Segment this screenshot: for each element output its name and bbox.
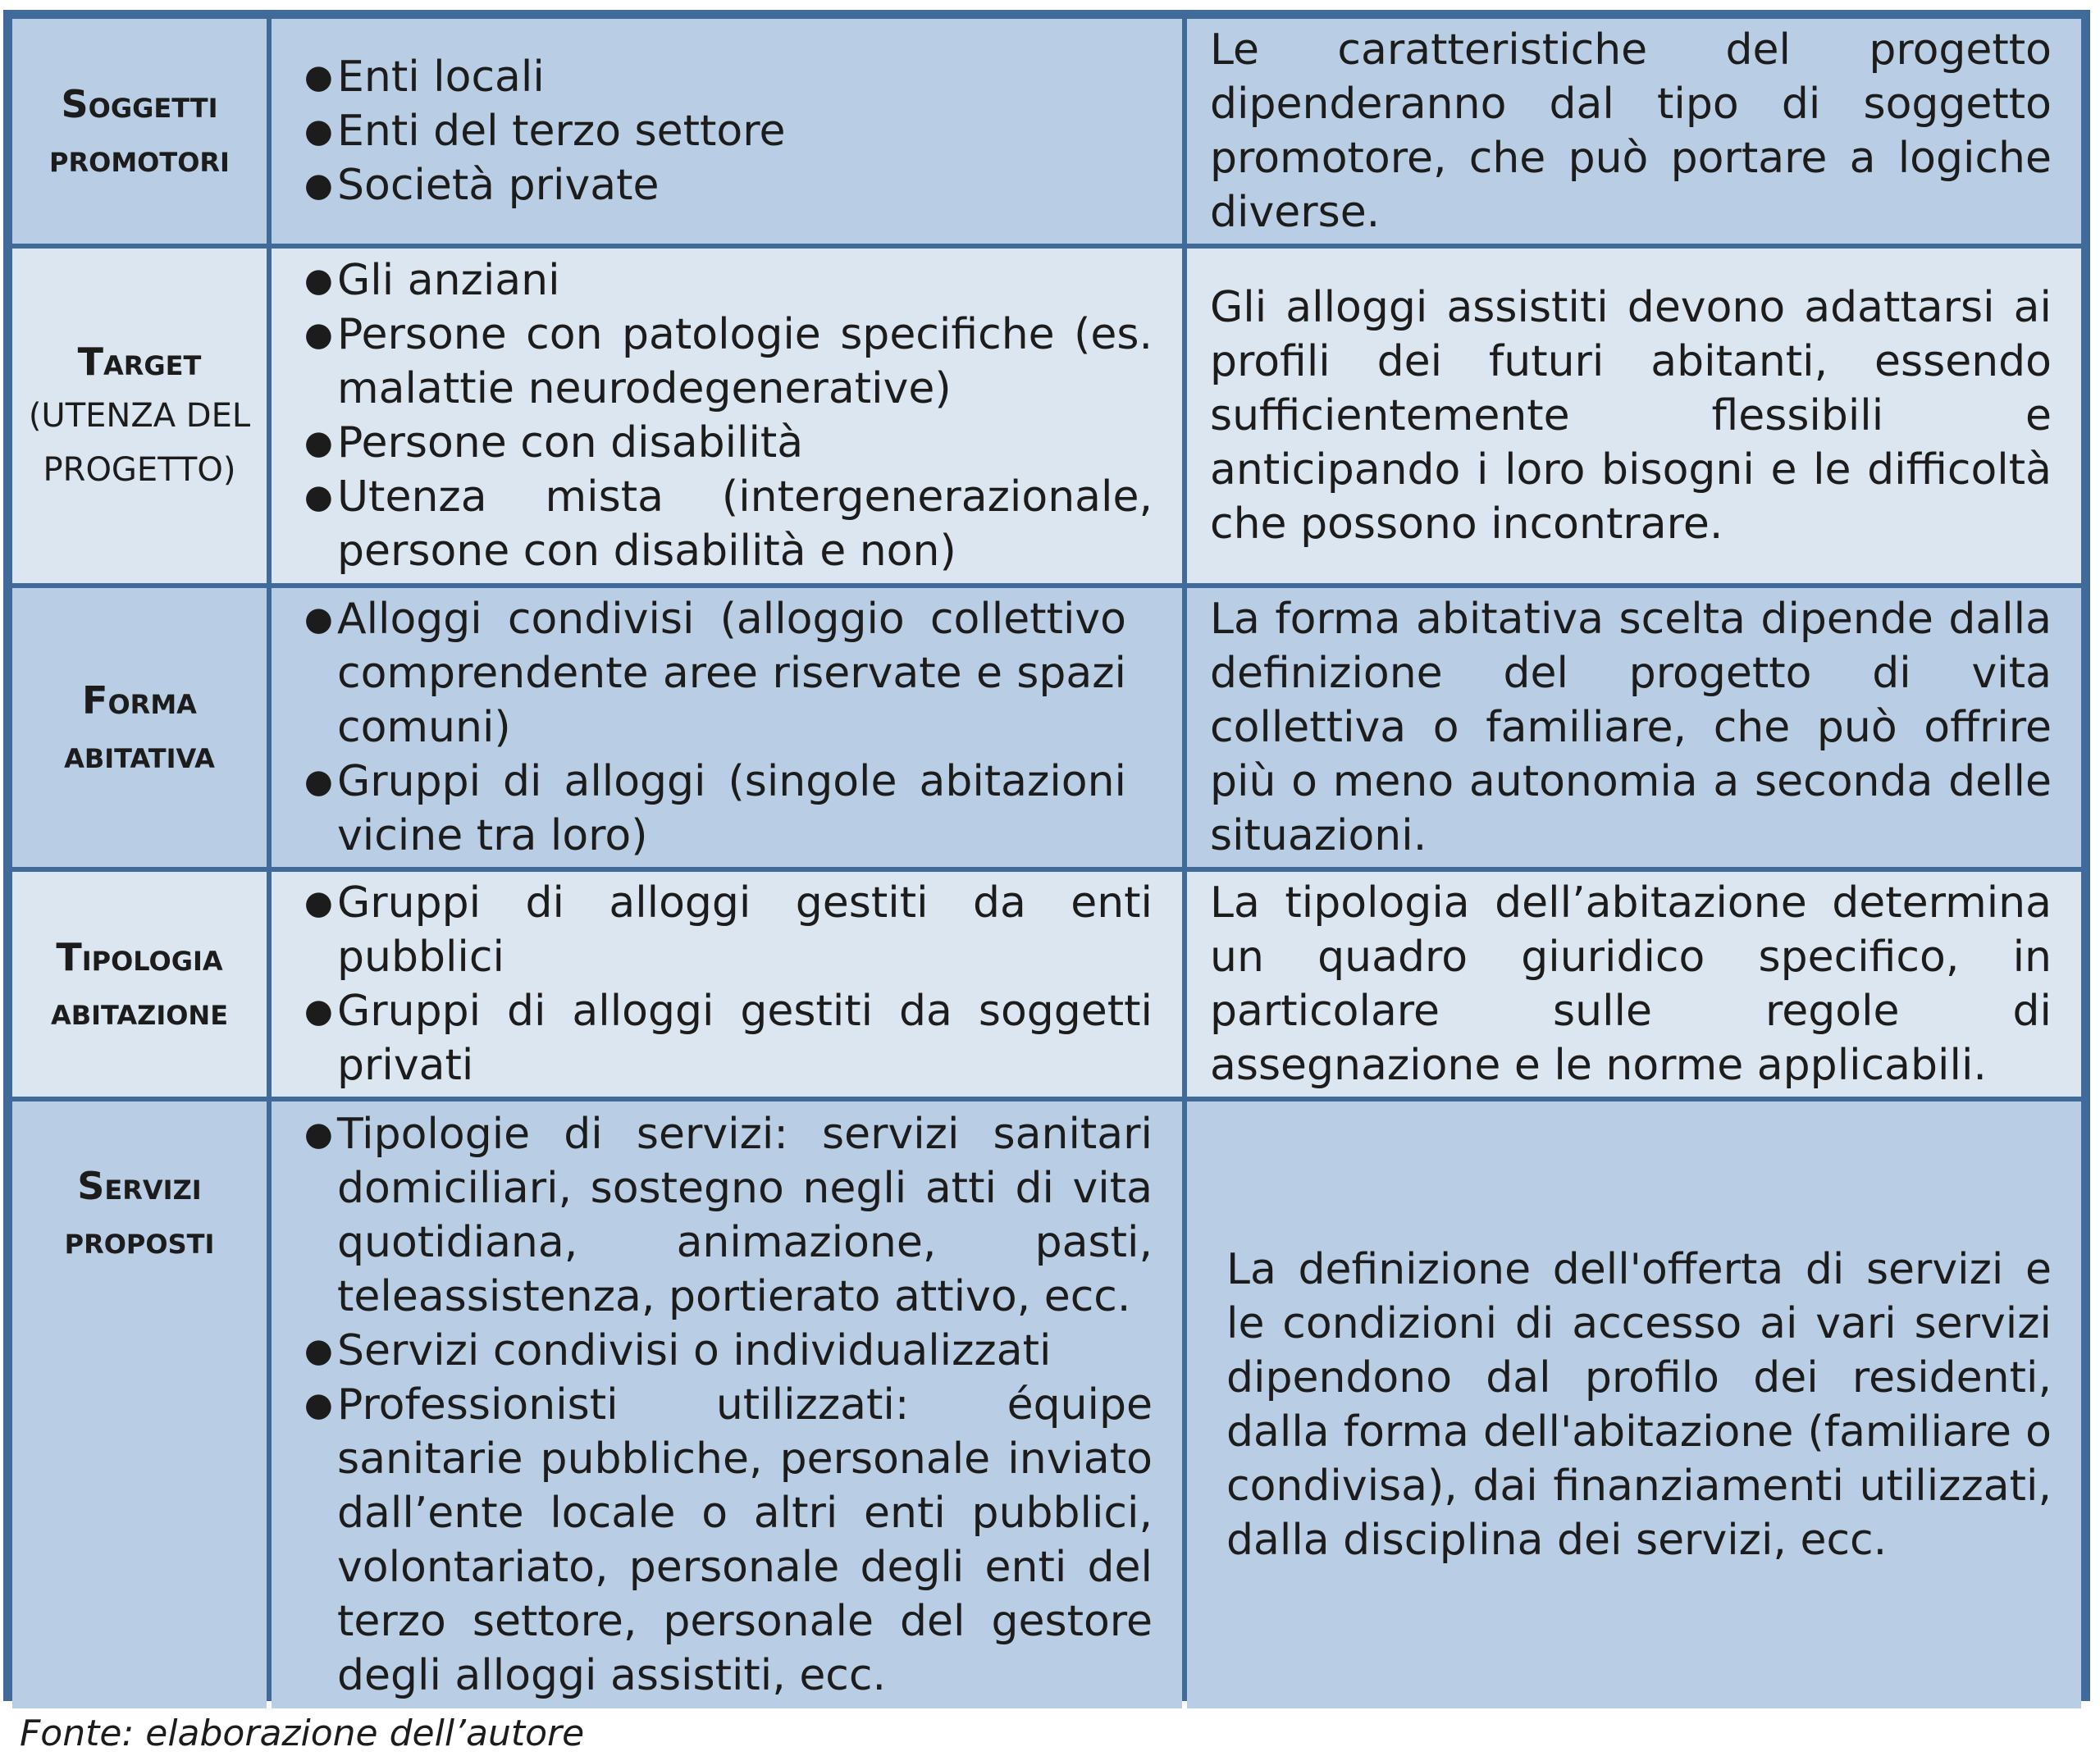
row-label-cell [12, 19, 267, 244]
description-text: Gli alloggi assistiti devono adattarsi ai profili dei futuri abitanti, essendo sufficientemente flessibili e anticipando i loro bisogni e le difficoltà che possono incontrare. [1210, 283, 2052, 549]
bullet-icon: ● [304, 316, 333, 353]
list-item: ● Società private [294, 158, 1153, 212]
row-label-cell [12, 1101, 267, 1708]
row-label: Servizi proposti [64, 1164, 215, 1262]
table-grid [7, 14, 2086, 1713]
bullet-list [294, 253, 1153, 578]
description-cell [1187, 249, 2081, 583]
description-cell [1187, 1101, 2081, 1708]
bullet-icon: ● [304, 424, 333, 462]
description-cell [1187, 588, 2081, 867]
row-label-cell [12, 872, 267, 1097]
bullet-icon: ● [304, 58, 333, 96]
bullet-icon: ● [304, 1332, 333, 1370]
table-row [12, 872, 2081, 1097]
table-row [12, 588, 2081, 867]
list-item: ● Persone con patologie specifiche (es. malattie neurodegenerative) [294, 308, 1153, 416]
items-cell [272, 19, 1182, 244]
list-item: ● Utenza mista (intergenerazionale, persone con disabilità e non) [294, 470, 1153, 578]
bullet-list [294, 50, 1153, 212]
bullet-icon: ● [304, 166, 333, 204]
list-item: ● Persone con disabilità [294, 416, 1153, 470]
list-item: ● Gruppi di alloggi (singole abitazioni vicine tra loro) [294, 755, 1126, 863]
summary-table [3, 10, 2090, 1701]
list-item: ● Gruppi di alloggi gestiti da soggetti privati [294, 984, 1153, 1092]
row-label: Forma abitativa [64, 678, 215, 777]
row-label-cell [12, 588, 267, 867]
list-item: ● Enti del terzo settore [294, 104, 1153, 158]
list-item: ● Tipologie di servizi: servizi sanitari domiciliari, sostegno negli atti di vita quotidiana, animazione, pasti, teleassistenza, portierato attivo, ecc. [294, 1107, 1153, 1324]
table-row [12, 19, 2081, 244]
row-label-sub: (UTENZA DEL PROGETTO) [28, 397, 251, 489]
list-item: ● Enti locali [294, 50, 1153, 104]
list-item: ● Servizi condivisi o individualizzati [294, 1324, 1153, 1378]
bullet-icon: ● [304, 763, 333, 800]
bullet-list [294, 1107, 1153, 1703]
list-item: ● Gli anziani [294, 253, 1153, 308]
table-row [12, 1101, 2081, 1708]
bullet-list [294, 876, 1153, 1092]
row-label: Soggetti promotori [49, 82, 230, 180]
description-text: La definizione dell'offerta di servizi e le condizioni di accesso ai vari servizi dipendono dal profilo dei residenti, dalla forma dell'abitazione (familiare o condivisa), dai finanziamenti utilizzati, dalla disciplina dei servizi, ecc. [1226, 1245, 2052, 1565]
bullet-list [294, 592, 1126, 863]
bullet-icon: ● [304, 1115, 333, 1153]
description-text: Le caratteristiche del progetto dipenderanno dal tipo di soggetto promotore, che può portare a logiche diverse. [1210, 25, 2052, 237]
items-cell [272, 1101, 1182, 1708]
bullet-icon: ● [304, 884, 333, 922]
list-item: ● Professionisti utilizzati: équipe sanitarie pubbliche, personale inviato dall’ente locale o altri enti pubblici, volontariato, personale degli enti del terzo settore, personale del gestore degli alloggi assistiti, ecc. [294, 1378, 1153, 1703]
table-row [12, 249, 2081, 583]
items-cell [272, 872, 1182, 1097]
items-cell [272, 588, 1182, 867]
list-item: ● Gruppi di alloggi gestiti da enti pubblici [294, 876, 1153, 984]
description-text: La forma abitativa scelta dipende dalla definizione del progetto di vita collettiva o familiare, che può offrire più o meno autonomia a seconda delle situazioni. [1210, 595, 2052, 860]
list-item: ● Alloggi condivisi (alloggio collettivo comprendente aree riservate e spazi comuni) [294, 592, 1126, 755]
bullet-icon: ● [304, 600, 333, 638]
row-label: Tipologia abitazione [50, 935, 229, 1033]
description-cell [1187, 872, 2081, 1097]
bullet-icon: ● [304, 262, 333, 299]
items-cell [272, 249, 1182, 583]
bullet-icon: ● [304, 478, 333, 516]
description-cell [1187, 19, 2081, 244]
bullet-icon: ● [304, 112, 333, 150]
bullet-icon: ● [304, 992, 333, 1030]
row-label-cell [12, 249, 267, 583]
source-caption: Fonte: elaborazione dell’autore [20, 1713, 585, 1754]
row-label: Target [77, 340, 202, 384]
bullet-icon: ● [304, 1386, 333, 1424]
description-text: La tipologia dell’abitazione determina un quadro giuridico specifico, in particolare sulle regole di assegnazione e le norme applicabili. [1210, 878, 2052, 1090]
